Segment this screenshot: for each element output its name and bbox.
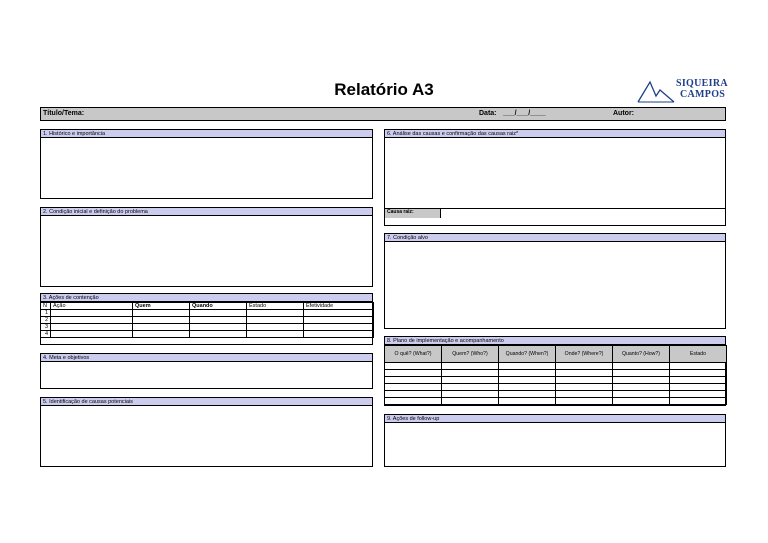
row-number: 4	[41, 331, 51, 338]
table-row[interactable]	[385, 391, 727, 398]
row-number: 1	[41, 310, 51, 317]
logo-text-line1: SIQUEIRA	[676, 78, 728, 89]
col-estado: Estado	[247, 303, 304, 310]
autor-label: Autor:	[613, 110, 634, 117]
section-historico[interactable]	[40, 129, 373, 199]
col-n: N	[41, 303, 51, 310]
col-quando: Quando? (When?)	[499, 346, 556, 363]
col-acao: Ação	[51, 303, 133, 310]
col-o-que: O quê? (What?)	[385, 346, 442, 363]
col-quando: Quando	[190, 303, 247, 310]
row-number: 3	[41, 324, 51, 331]
logo-mountain-icon	[636, 78, 676, 104]
data-field[interactable]: ___/___/____	[503, 110, 546, 117]
section-condicao-inicial[interactable]	[40, 207, 373, 287]
section-analise-causas[interactable]	[384, 129, 726, 226]
contencao-header-row	[41, 303, 374, 310]
table-row[interactable]	[385, 377, 727, 384]
section-follow-up-title: 9. Ações de follow-up	[385, 415, 725, 423]
section-condicao-inicial-title: 2. Condição inicial e definição do problema	[41, 208, 372, 216]
table-row[interactable]	[385, 363, 727, 370]
logo-text-line2: CAMPOS	[680, 89, 726, 100]
contencao-table	[40, 302, 374, 338]
plano-table	[384, 345, 727, 405]
col-quanto: Quanto? (How?)	[613, 346, 670, 363]
table-row[interactable]	[385, 384, 727, 391]
col-quem: Quem	[133, 303, 190, 310]
causa-raiz-label: Causa raiz:	[385, 208, 441, 218]
section-follow-up[interactable]	[384, 414, 726, 467]
col-quem: Quem? (Who?)	[442, 346, 499, 363]
section-historico-title: 1. Histórico e importância	[41, 130, 372, 138]
section-plano-title: 8. Plano de implementação e acompanhamento	[385, 337, 725, 345]
row-number: 2	[41, 317, 51, 324]
company-logo	[636, 78, 728, 104]
table-row[interactable]	[385, 398, 727, 405]
table-row[interactable]	[41, 324, 374, 331]
section-meta-title: 4. Meta e objetivos	[41, 354, 372, 362]
section-plano	[384, 336, 726, 406]
data-label: Data:	[479, 110, 497, 117]
section-meta[interactable]	[40, 353, 373, 389]
section-causas-potenciais-title: 5. Identificação de causas potenciais	[41, 398, 372, 406]
section-contencao	[40, 293, 373, 345]
col-estado: Estado	[670, 346, 727, 363]
table-row[interactable]	[41, 310, 374, 317]
section-causas-potenciais[interactable]	[40, 397, 373, 467]
section-condicao-alvo[interactable]	[384, 233, 726, 329]
table-row[interactable]	[41, 317, 374, 324]
col-onde: Onde? (Where?)	[556, 346, 613, 363]
plano-header-row	[385, 346, 727, 363]
section-analise-causas-title: 6. Análise das causas e confirmação das causas raiz*	[385, 130, 725, 138]
titulo-label: Título/Tema:	[43, 110, 85, 117]
page-title: Relatório A3	[334, 80, 434, 99]
table-row[interactable]	[385, 370, 727, 377]
section-contencao-title: 3. Ações de contenção	[41, 294, 372, 302]
header-bar	[40, 107, 726, 121]
col-efetividade: Efetividade	[304, 303, 374, 310]
section-condicao-alvo-title: 7. Condição alvo	[385, 234, 725, 242]
table-row[interactable]	[41, 331, 374, 338]
